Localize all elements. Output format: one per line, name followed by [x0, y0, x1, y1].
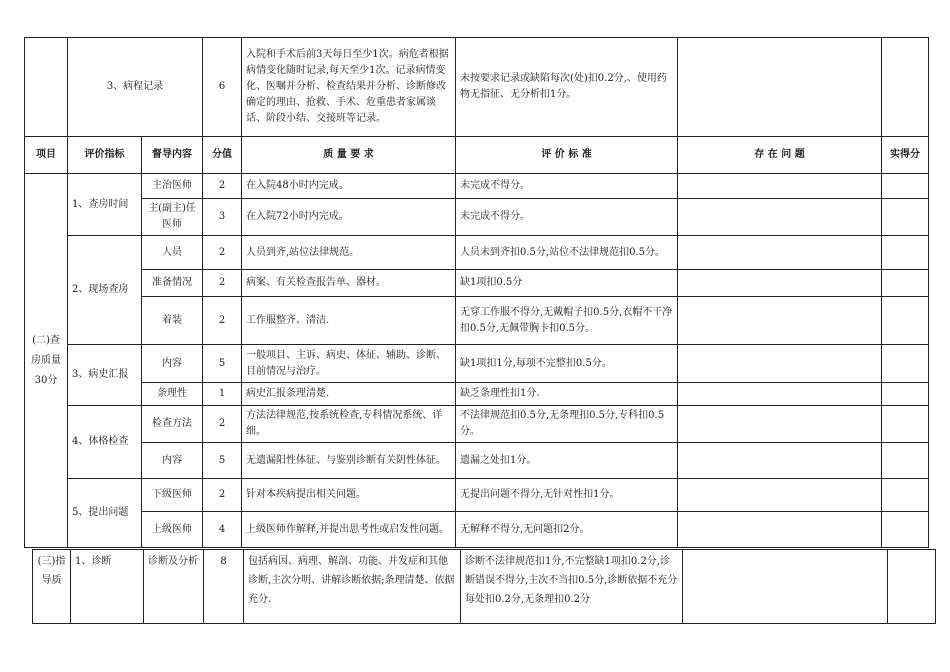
content-cell: 条理性 [142, 383, 203, 406]
indicator-cell: 3、病史汇报 [68, 345, 142, 406]
quality-cell: 在入院72小时内完成。 [242, 199, 456, 236]
table-row [25, 270, 929, 297]
problem-cell [678, 297, 882, 345]
table-row [25, 345, 929, 383]
criteria-cell: 无提出问题不得分,无针对性扣1分。 [456, 479, 678, 512]
table-row [25, 383, 929, 406]
content-cell: 准备情况 [142, 270, 203, 297]
table-row [25, 236, 929, 270]
cell-indicator: 3、病程记录 [68, 38, 203, 137]
indicator-cell: 2、现场查房 [68, 236, 142, 345]
content-cell: 人员 [142, 236, 203, 270]
header-actual-score: 实得分 [882, 137, 929, 174]
score-cell: 4 [203, 512, 242, 548]
header-quality: 质 量 要 求 [242, 137, 456, 174]
score-cell: 5 [203, 345, 242, 383]
evaluation-table-continued [32, 549, 936, 624]
problem-cell [678, 443, 882, 479]
content-cell: 主治医师 [142, 174, 203, 199]
score-cell: 8 [204, 550, 244, 624]
indicator-cell: 1、查房时间 [68, 174, 142, 236]
score-cell: 5 [203, 443, 242, 479]
score-cell: 2 [203, 174, 242, 199]
problem-cell [678, 345, 882, 383]
criteria-cell: 未完成不得分。 [456, 174, 678, 199]
table-row [25, 443, 929, 479]
header-indicator: 评价指标 [68, 137, 142, 174]
content-cell: 内容 [142, 345, 203, 383]
indicator-cell: 1、诊断 [71, 550, 144, 624]
table-row [25, 199, 929, 236]
score-cell: 2 [203, 270, 242, 297]
actual-score-cell [882, 297, 929, 345]
content-cell: 内容 [142, 443, 203, 479]
problem-cell [678, 199, 882, 236]
criteria-cell: 无解释不得分,无问题扣2分。 [456, 512, 678, 548]
actual-score-cell [888, 550, 936, 624]
quality-cell: 病案、有关检查报告单、器材。 [242, 270, 456, 297]
table-row [25, 297, 929, 345]
content-cell: 着装 [142, 297, 203, 345]
actual-score-cell [882, 174, 929, 199]
content-cell: 下级医师 [142, 479, 203, 512]
quality-cell: 工作服整齐、清洁. [242, 297, 456, 345]
quality-cell: 方法法律规范,按系统检查,专科情况系统、详细。 [242, 406, 456, 443]
actual-score-cell [882, 383, 929, 406]
header-item: 项目 [25, 137, 68, 174]
section-label: (三)指导质 [33, 550, 71, 624]
actual-score-cell [882, 270, 929, 297]
problem-cell [678, 479, 882, 512]
table-row [25, 406, 929, 443]
cell-score: 6 [203, 38, 242, 137]
criteria-cell: 诊断不法律规范扣1分,不完整缺1项扣0.2分,诊断错误不得分,主次不当扣0.5分,诊断依据不充分每处扣0.2分,无条理扣0.2分 [461, 550, 683, 624]
quality-cell: 一般项目、主诉、病史、体征、辅助、诊断、目前情况与治疗。 [242, 345, 456, 383]
content-cell: 检查方法 [142, 406, 203, 443]
problem-cell [683, 550, 888, 624]
criteria-cell: 无穿工作服不得分,无戴帽子扣0.5分,衣帽不干净扣0.5分,无佩带胸卡扣0.5分。 [456, 297, 678, 345]
actual-score-cell [882, 443, 929, 479]
header-score: 分值 [203, 137, 242, 174]
table-row [25, 38, 929, 137]
section-label: (二)查房质量30分 [25, 174, 68, 548]
content-cell: 主(副主)任医师 [142, 199, 203, 236]
quality-cell: 上级医师作解释,并提出思考性或启发性问题。 [242, 512, 456, 548]
cell-problem [678, 38, 882, 137]
quality-cell: 在入院48小时内完成。 [242, 174, 456, 199]
criteria-cell: 人员未到齐扣0.5分,站位不法律规范扣0.5分。 [456, 236, 678, 270]
table-row [33, 550, 936, 624]
header-content: 督导内容 [142, 137, 203, 174]
criteria-cell: 缺1项扣0.5分 [456, 270, 678, 297]
cell-criteria: 未按要求记录或缺陷每次(处)扣0.2分,、使用药物无指征、无分析扣1分。 [456, 38, 678, 137]
quality-cell: 病史汇报条理清楚. [242, 383, 456, 406]
actual-score-cell [882, 406, 929, 443]
score-cell: 2 [203, 297, 242, 345]
indicator-cell: 5、提出问题 [68, 479, 142, 548]
problem-cell [678, 383, 882, 406]
actual-score-cell [882, 236, 929, 270]
actual-score-cell [882, 479, 929, 512]
criteria-cell: 缺乏条理性扣1分. [456, 383, 678, 406]
score-cell: 2 [203, 479, 242, 512]
criteria-cell: 未完成不得分。 [456, 199, 678, 236]
actual-score-cell [882, 512, 929, 548]
table-row [25, 479, 929, 512]
quality-cell: 无遗漏阳性体征、与鉴别诊断有关阴性体征。 [242, 443, 456, 479]
quality-cell: 人员到齐,站位法律规范。 [242, 236, 456, 270]
header-criteria: 评 价 标 准 [456, 137, 678, 174]
content-cell: 诊断及分析 [144, 550, 204, 624]
problem-cell [678, 174, 882, 199]
problem-cell [678, 270, 882, 297]
table-row [25, 174, 929, 199]
actual-score-cell [882, 345, 929, 383]
criteria-cell: 不法律规范扣0.5分,无条理扣0.5分,专科扣0.5分。 [456, 406, 678, 443]
criteria-cell: 缺1项扣1分,每项不完整扣0.5分。 [456, 345, 678, 383]
header-row [25, 137, 929, 174]
cell-item [25, 38, 68, 137]
problem-cell [678, 236, 882, 270]
score-cell: 2 [203, 406, 242, 443]
score-cell: 3 [203, 199, 242, 236]
problem-cell [678, 512, 882, 548]
cell-actual-score [882, 38, 929, 137]
content-cell: 上级医师 [142, 512, 203, 548]
indicator-cell: 4、体格检查 [68, 406, 142, 479]
score-cell: 1 [203, 383, 242, 406]
score-cell: 2 [203, 236, 242, 270]
actual-score-cell [882, 199, 929, 236]
cell-quality: 入院和手术后前3天每日至少1次。病危者根据病情变化随时记录,每天至少1次。记录病情变化、医嘱并分析、检查结果并分析、诊断修改确定的理由、抢救、手术、危重患者家属谈话、阶段小结、交接班等记录。 [242, 38, 456, 137]
criteria-cell: 遗漏之处扣1分。 [456, 443, 678, 479]
quality-cell: 包括病因、病理、解剖、功能、并发症和其他诊断,主次分明、讲解诊断依据;条理清楚、依据充分. [244, 550, 461, 624]
evaluation-table [24, 37, 929, 548]
table-row [25, 512, 929, 548]
header-problem: 存 在 问 题 [678, 137, 882, 174]
quality-cell: 针对本疾病提出相关问题。 [242, 479, 456, 512]
problem-cell [678, 406, 882, 443]
